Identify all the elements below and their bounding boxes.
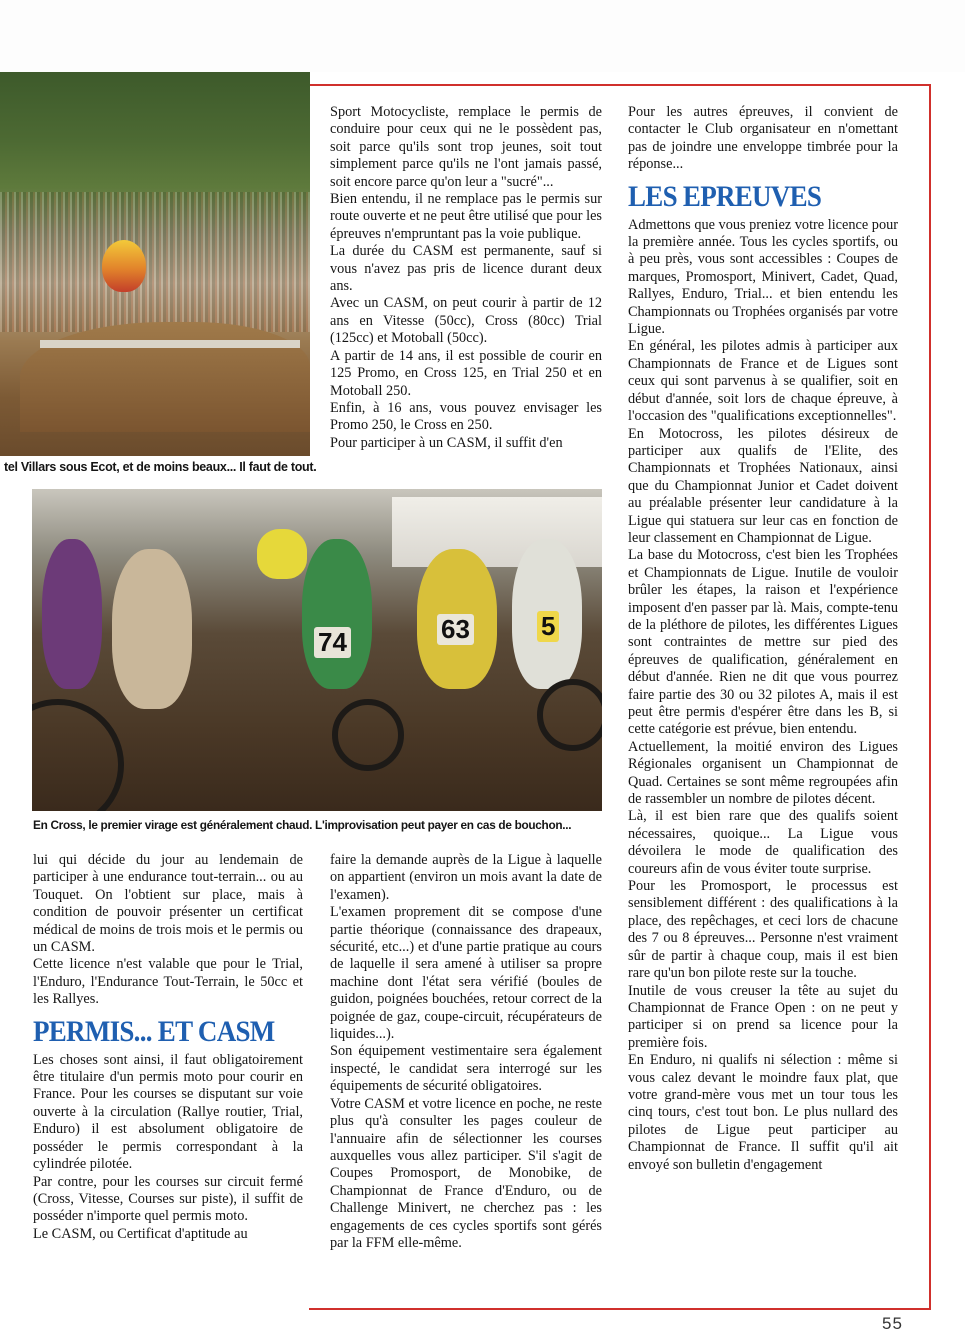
paragraph: Pour participer à un CASM, il suffit d'en <box>330 434 563 451</box>
race-number-plate: 63 <box>437 614 474 645</box>
bike-wheel <box>537 679 602 751</box>
paragraph: Les choses sont ainsi, il faut obligatoirement être titulaire d'un permis moto pour courir en France. Pour les courses se disputant sur voie ouverte à la circulation (Rallye routier, Trial, Enduro) il est absolument obligatoire de posséder le permis correspondant à la cylindrée pilotée. <box>33 1051 303 1173</box>
cross-photo-caption: En Cross, le premier virage est généralement chaud. L'improvisation peut payer en cas de bouchon... <box>33 818 572 832</box>
paragraph: Par contre, pour les courses sur circuit fermé (Cross, Vitesse, Courses sur piste), il suffit de posséder n'importe quel permis moto. <box>33 1173 303 1225</box>
crowd-area <box>0 192 310 332</box>
paragraph: Pour les Promosport, le processus est sensiblement différent : des qualifications à la place, des repêchages, et ceci lors de chacune des 7 ou 8 épreuves... Personne n'est vraiment sûr de partir à chaque coup, mais il est bien rare qu'un bon pilote reste sur la touche. <box>628 878 898 982</box>
paragraph: Le CASM, ou Certificat d'aptitude au <box>33 1225 248 1242</box>
circuit-photo-caption: tel Villars sous Ecot, et de moins beaux... Il faut de tout. <box>4 460 317 474</box>
column-middle-bottom <box>330 852 602 1252</box>
paragraph: A partir de 14 ans, il est possible de courir en 125 Promo, en Cross 125, en Trial 250 et en Motoball 250. <box>330 347 602 399</box>
section-heading-permis-casm: PERMIS... ET CASM <box>33 1014 275 1048</box>
paragraph: Enfin, à 16 ans, vous pouvez envisager les Promo 250, le Cross en 250. <box>330 399 602 434</box>
paragraph: Admettons que vous preniez votre licence pour la première année. Tous les cycles sportifs, ou à peu près, vous sont accessibles : Coupes de marques, Promosport, Minivert, Cadet, Quad, Rallyes, Enduro, Trial... et bien entendu les Championnats ou Trophées organisés par votre Ligue. <box>628 216 898 338</box>
bike-wheel <box>332 699 404 771</box>
paragraph: faire la demande auprès de la Ligue à laquelle on appartient (environ un mois avant la date de l'examen). <box>330 852 602 903</box>
column-right <box>628 104 898 1174</box>
circuit-photo <box>0 72 310 456</box>
column-left-bottom <box>33 852 303 1243</box>
paragraph: lui qui décide du jour au lendemain de participer à une endurance tout-terrain... ou au Touquet. On l'obtient sur place, mais à condition de pouvoir présenter un certificat médical de moins de trois mois et le permis ou un CASM. <box>33 852 303 956</box>
rider <box>112 549 192 709</box>
race-number-plate: 74 <box>314 627 351 658</box>
paragraph: La durée du CASM est permanente, sauf si vous n'avez pas pris de licence durant deux ans. <box>330 243 602 295</box>
race-number-plate: 5 <box>537 611 559 642</box>
cross-start-photo <box>32 489 602 811</box>
paragraph: Votre CASM et votre licence en poche, ne reste plus qu'à consulter les pages couleur de l'annuaire afin de sélectionner les courses auxquelles vous allez participer. S'il s'agit de Coupes Promosport, de Monobike, de Championnat de France d'Enduro, ou de Challenge Minivert, ne cherchez pas : les engagements de ces cycles sportifs sont gérés par la FFM elle-même. <box>330 1095 602 1251</box>
paragraph: Pour les autres épreuves, il convient de contacter le Club organisateur en n'omettant pas de joindre une enveloppe timbrée pour la réponse... <box>628 104 898 173</box>
page-number: 55 <box>882 1314 903 1333</box>
paragraph: L'examen proprement dit se compose d'une partie théorique (connaissance des drapeaux, sécurité, etc...) et d'une partie pratique au cours de laquelle il sera amené à utiliser sa propre machine dont l'état sera vérifié (boules de guidon, poignées bouchées, retour correct de la poignée de gaz, coupe-circuit, récupérateurs de liquides...). <box>330 904 602 1043</box>
rider <box>257 529 307 579</box>
paragraph: La base du Motocross, c'est bien les Trophées et Championnats de Ligue. Inutile de vouloir brûler les étapes, la raison et l'expérience imposent d'en passer par là. Mais, compte-tenu de la pléthore de pilotes, les différentes Ligues sont contraintes de mettre sur pied des épreuves de qualification, généralement en début d'année. Rien ne dit que vous pourrez faire partie des 30 ou 32 pilotes A, mais il est peut être permis d'espérer être dans les B, si cette catégorie est prévue, bien entendu. <box>628 547 898 738</box>
trackside-banner <box>40 340 300 348</box>
section-heading-les-epreuves: LES EPREUVES <box>628 179 822 213</box>
hot-air-balloon <box>102 240 146 292</box>
paragraph: Bien entendu, il ne remplace pas le permis sur route ouverte et ne peut être utilisé que pour les épreuves n'empruntant pas la voie publique. <box>330 191 602 242</box>
paragraph: Là, il est bien rare que des qualifs soient nécessaires, quoique... La Ligue vous dévoilera le mode de qualification des coureurs afin de vous éviter toute surprise. <box>628 808 898 877</box>
paragraph: Sport Motocycliste, remplace le permis de conduire pour ceux qui ne le possèdent pas, soit parce qu'ils sont trop jeunes, soit tout simplement parce qu'ils ne l'ont jamais passé, soit encore parce qu'on leur a "sucré"... <box>330 104 602 190</box>
bike-wheel <box>32 699 124 811</box>
column-middle-top <box>330 104 602 452</box>
page-top-margin <box>0 0 965 72</box>
paragraph: Avec un CASM, on peut courir à partir de 12 ans en Vitesse (50cc), Cross (80cc) Trial (125cc) et Motoball (50cc). <box>330 295 602 347</box>
paragraph: Son équipement vestimentaire sera également inspecté, le candidat sera interrogé sur les équipements de sécurité obligatoires. <box>330 1043 602 1095</box>
paragraph: En général, les pilotes admis à participer aux Championnats de France et de Ligues sont ceux qui sont parvenus à se qualifier, soit en début d'année, soit lors de chaque épreuve, à l'occasion des "qualifications exceptionnelles". <box>628 338 898 425</box>
paragraph: Actuellement, la moitié environ des Ligues Régionales organisent un Championnat de Quad. Certaines se sont même regroupées afin de rassembler un nombre de pilotes décent. <box>628 738 898 808</box>
paragraph: Inutile de vous creuser la tête au sujet du Championnat de France Open : on ne peut y participer si on prend sa licence pour la première fois. <box>628 982 898 1051</box>
paragraph: Cette licence n'est valable que pour le Trial, l'Enduro, l'Endurance Tout-Terrain, le 50cc et les Rallyes. <box>33 956 303 1008</box>
dirt-track <box>20 322 310 432</box>
paragraph: En Motocross, les pilotes désireux de participer aux qualifs de l'Elite, des Championnats et Trophées Nationaux, ainsi que du Championnat Junior et Cadet doivent au préalable présenter leur candidature à la Ligue qui statuera sur leur cas en fonction de leur classement en Championnat de Ligue. <box>628 425 898 546</box>
rider <box>42 539 102 689</box>
paragraph: En Enduro, ni qualifs ni sélection : même si vous calez devant le moindre faux plat, que votre grand-mère vous met un tour tous les cinq tours, c'est tout bon. Le plus nullard des pilotes de Ligue peut participer au Championnat de France. Il suffit qu'il ait envoyé son bulletin d'engagement <box>628 1052 898 1173</box>
rider <box>302 539 372 689</box>
